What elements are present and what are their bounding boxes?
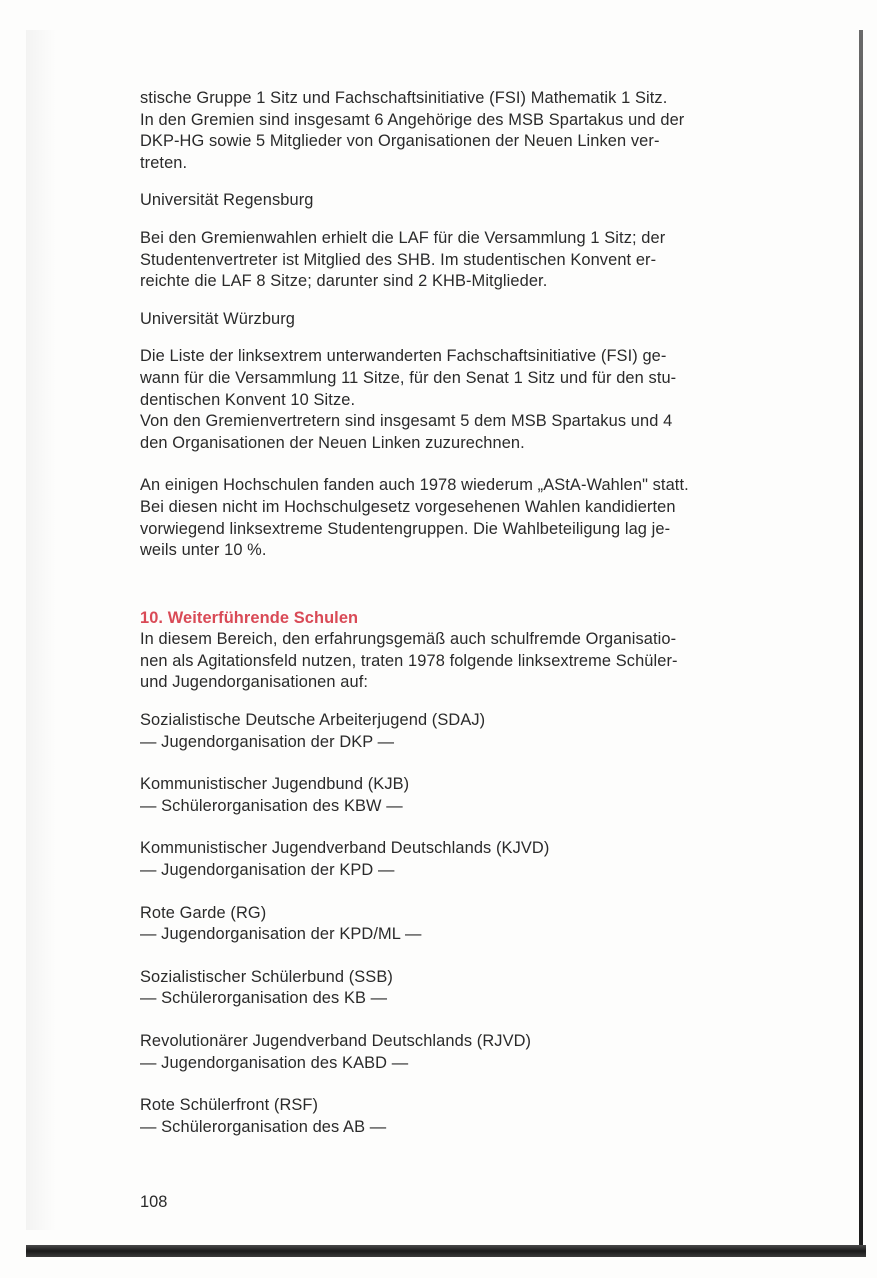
page-edge-right <box>859 30 863 1255</box>
org-name: Sozialistischer Schülerbund (SSB) <box>140 967 393 986</box>
org-role: — Jugendorganisation der KPD/ML — <box>140 925 422 944</box>
org-name: Rote Garde (RG) <box>140 903 267 922</box>
paragraph-regensburg: Bei den Gremienwahlen erhielt die LAF für die Versammlung 1 Sitz; der Studentenvertreter ist Mitglied des SHB. Im studentischen Konvent er- reichte die LAF 8 Sitze; darunter sind 2 KHB-Mitglieder. <box>140 228 666 291</box>
binding-shadow <box>26 30 56 1230</box>
paragraph-wuerzburg: Die Liste der linksextrem unterwanderten Fachschaftsinitiative (FSI) ge- wann für die Versammlung 11 Sitze, für den Senat 1 Sitz und für den stu- dentischen Konvent 10 Sitze. Von den Gremienvertretern sind insgesamt 5 dem MSB Spartakus und 4 den Organisationen der Neuen Linken zuzurechnen. <box>140 347 677 452</box>
page-number: 108 <box>140 1193 168 1211</box>
section-intro: In diesem Bereich, den erfahrungsgemäß auch schulfremde Organisatio- nen als Agitationsfeld nutzen, traten 1978 folgende linksextreme Schüler- und Jugendorganisationen auf: <box>140 630 678 692</box>
org-name: Sozialistische Deutsche Arbeiterjugend (SDAJ) <box>140 711 486 730</box>
org-role: — Schülerorganisation des KB — <box>140 989 388 1008</box>
org-role: — Schülerorganisation des KBW — <box>140 796 403 815</box>
paragraph-asta: An einigen Hochschulen fanden auch 1978 wiederum „AStA-Wahlen" statt. Bei diesen nicht im Hochschulgesetz vorgesehenen Wahlen kandidierten vorwiegend linksextreme Studentengruppen. Die Wahlbeteiligung lag je- weils unter 10 %. <box>140 476 689 560</box>
body-text <box>140 88 808 1138</box>
org-role: — Jugendorganisation der KPD — <box>140 861 395 880</box>
org-name: Rote Schülerfront (RSF) <box>140 1096 319 1115</box>
subheading-regensburg: Universität Regensburg <box>140 191 314 210</box>
page-edge-bottom <box>26 1245 866 1257</box>
org-name: Kommunistischer Jugendbund (KJB) <box>140 775 410 794</box>
org-role: — Jugendorganisation der DKP — <box>140 732 395 751</box>
org-role: — Schülerorganisation des AB — <box>140 1117 387 1136</box>
org-role: — Jugendorganisation des KABD — <box>140 1053 409 1072</box>
section-heading: 10. Weiterführende Schulen <box>140 608 359 627</box>
org-name: Revolutionärer Jugendverband Deutschlands (RJVD) <box>140 1032 532 1050</box>
subheading-wuerzburg: Universität Würzburg <box>140 309 296 328</box>
org-name: Kommunistischer Jugendverband Deutschlands (KJVD) <box>140 839 550 858</box>
paragraph-intro: stische Gruppe 1 Sitz und Fachschaftsinitiative (FSI) Mathematik 1 Sitz. In den Gremien sind insgesamt 6 Angehörige des MSB Spartakus und der DKP-HG sowie 5 Mitglieder von Organisationen der Neuen Linken ver- treten. <box>140 89 685 172</box>
